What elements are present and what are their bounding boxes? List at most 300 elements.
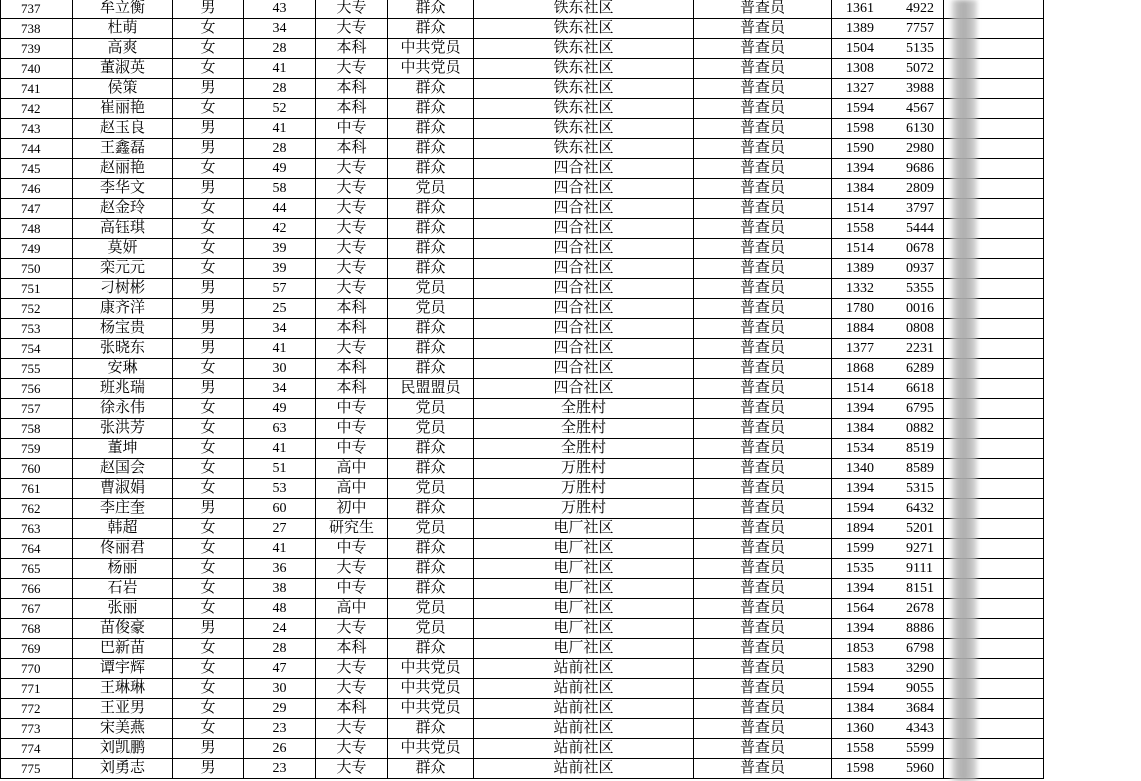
name-cell[interactable]: 赵国会	[73, 459, 173, 479]
name-cell[interactable]: 栾元元	[73, 259, 173, 279]
unit-cell[interactable]: 铁东社区	[474, 119, 694, 139]
role-cell[interactable]: 普查员	[694, 359, 832, 379]
education-cell[interactable]: 大专	[316, 259, 388, 279]
education-cell[interactable]: 本科	[316, 359, 388, 379]
age-cell[interactable]: 30	[244, 679, 316, 699]
education-cell[interactable]: 大专	[316, 0, 388, 19]
political-status-cell[interactable]: 党员	[388, 279, 474, 299]
role-cell[interactable]: 普查员	[694, 739, 832, 759]
unit-cell[interactable]: 铁东社区	[474, 39, 694, 59]
name-cell[interactable]: 高钰琪	[73, 219, 173, 239]
sex-cell[interactable]: 女	[173, 419, 244, 439]
political-status-cell[interactable]: 党员	[388, 419, 474, 439]
phone-cell[interactable]	[832, 459, 944, 479]
education-cell[interactable]: 大专	[316, 339, 388, 359]
name-cell[interactable]: 董坤	[73, 439, 173, 459]
role-cell[interactable]: 普查员	[694, 239, 832, 259]
unit-cell[interactable]: 四合社区	[474, 359, 694, 379]
name-cell[interactable]: 谭宇辉	[73, 659, 173, 679]
role-cell[interactable]: 普查员	[694, 619, 832, 639]
education-cell[interactable]: 大专	[316, 179, 388, 199]
education-cell[interactable]: 研究生	[316, 519, 388, 539]
unit-cell[interactable]: 四合社区	[474, 339, 694, 359]
name-cell[interactable]: 高爽	[73, 39, 173, 59]
sex-cell[interactable]: 男	[173, 79, 244, 99]
education-cell[interactable]: 本科	[316, 699, 388, 719]
name-cell[interactable]: 石岩	[73, 579, 173, 599]
row-number-cell[interactable]: 745	[1, 159, 73, 179]
age-cell[interactable]: 34	[244, 379, 316, 399]
role-cell[interactable]: 普查员	[694, 319, 832, 339]
phone-cell[interactable]	[832, 419, 944, 439]
unit-cell[interactable]: 四合社区	[474, 199, 694, 219]
education-cell[interactable]: 大专	[316, 619, 388, 639]
political-status-cell[interactable]: 群众	[388, 19, 474, 39]
row-number-cell[interactable]: 741	[1, 79, 73, 99]
unit-cell[interactable]: 四合社区	[474, 299, 694, 319]
name-cell[interactable]: 刘凯鹏	[73, 739, 173, 759]
name-cell[interactable]: 董淑英	[73, 59, 173, 79]
sex-cell[interactable]: 男	[173, 319, 244, 339]
political-status-cell[interactable]: 中共党员	[388, 739, 474, 759]
sex-cell[interactable]: 女	[173, 259, 244, 279]
name-cell[interactable]: 曹淑娟	[73, 479, 173, 499]
political-status-cell[interactable]: 党员	[388, 599, 474, 619]
role-cell[interactable]: 普查员	[694, 679, 832, 699]
phone-cell[interactable]	[832, 39, 944, 59]
political-status-cell[interactable]: 党员	[388, 299, 474, 319]
age-cell[interactable]: 39	[244, 259, 316, 279]
role-cell[interactable]: 普查员	[694, 379, 832, 399]
role-cell[interactable]: 普查员	[694, 419, 832, 439]
role-cell[interactable]: 普查员	[694, 279, 832, 299]
age-cell[interactable]: 47	[244, 659, 316, 679]
education-cell[interactable]: 大专	[316, 159, 388, 179]
political-status-cell[interactable]: 群众	[388, 339, 474, 359]
phone-cell[interactable]	[832, 759, 944, 779]
age-cell[interactable]: 34	[244, 319, 316, 339]
row-number-cell[interactable]: 771	[1, 679, 73, 699]
phone-cell[interactable]	[832, 699, 944, 719]
unit-cell[interactable]: 四合社区	[474, 239, 694, 259]
unit-cell[interactable]: 四合社区	[474, 259, 694, 279]
unit-cell[interactable]: 铁东社区	[474, 59, 694, 79]
unit-cell[interactable]: 四合社区	[474, 379, 694, 399]
political-status-cell[interactable]: 群众	[388, 219, 474, 239]
political-status-cell[interactable]: 中共党员	[388, 659, 474, 679]
phone-cell[interactable]	[832, 639, 944, 659]
phone-cell[interactable]	[832, 319, 944, 339]
unit-cell[interactable]: 电厂社区	[474, 639, 694, 659]
role-cell[interactable]: 普查员	[694, 459, 832, 479]
role-cell[interactable]: 普查员	[694, 79, 832, 99]
education-cell[interactable]: 本科	[316, 299, 388, 319]
role-cell[interactable]: 普查员	[694, 399, 832, 419]
education-cell[interactable]: 大专	[316, 279, 388, 299]
age-cell[interactable]: 30	[244, 359, 316, 379]
age-cell[interactable]: 53	[244, 479, 316, 499]
political-status-cell[interactable]: 党员	[388, 399, 474, 419]
education-cell[interactable]: 中专	[316, 539, 388, 559]
age-cell[interactable]: 41	[244, 59, 316, 79]
education-cell[interactable]: 高中	[316, 479, 388, 499]
education-cell[interactable]: 初中	[316, 499, 388, 519]
education-cell[interactable]: 大专	[316, 739, 388, 759]
education-cell[interactable]: 大专	[316, 59, 388, 79]
political-status-cell[interactable]: 群众	[388, 119, 474, 139]
row-number-cell[interactable]: 759	[1, 439, 73, 459]
age-cell[interactable]: 29	[244, 699, 316, 719]
row-number-cell[interactable]: 761	[1, 479, 73, 499]
sex-cell[interactable]: 女	[173, 39, 244, 59]
unit-cell[interactable]: 四合社区	[474, 179, 694, 199]
political-status-cell[interactable]: 群众	[388, 139, 474, 159]
unit-cell[interactable]: 站前社区	[474, 659, 694, 679]
unit-cell[interactable]: 四合社区	[474, 279, 694, 299]
sex-cell[interactable]: 女	[173, 59, 244, 79]
education-cell[interactable]: 大专	[316, 759, 388, 779]
political-status-cell[interactable]: 群众	[388, 319, 474, 339]
phone-cell[interactable]	[832, 619, 944, 639]
political-status-cell[interactable]: 群众	[388, 0, 474, 19]
role-cell[interactable]: 普查员	[694, 539, 832, 559]
age-cell[interactable]: 49	[244, 159, 316, 179]
name-cell[interactable]: 杜萌	[73, 19, 173, 39]
sex-cell[interactable]: 女	[173, 19, 244, 39]
name-cell[interactable]: 侯策	[73, 79, 173, 99]
phone-cell[interactable]	[832, 519, 944, 539]
sex-cell[interactable]: 女	[173, 559, 244, 579]
unit-cell[interactable]: 四合社区	[474, 159, 694, 179]
education-cell[interactable]: 大专	[316, 679, 388, 699]
education-cell[interactable]: 本科	[316, 39, 388, 59]
age-cell[interactable]: 38	[244, 579, 316, 599]
role-cell[interactable]: 普查员	[694, 159, 832, 179]
sex-cell[interactable]: 男	[173, 739, 244, 759]
row-number-cell[interactable]: 737	[1, 0, 73, 19]
education-cell[interactable]: 中专	[316, 579, 388, 599]
sex-cell[interactable]: 男	[173, 139, 244, 159]
sex-cell[interactable]: 男	[173, 499, 244, 519]
role-cell[interactable]: 普查员	[694, 659, 832, 679]
role-cell[interactable]: 普查员	[694, 119, 832, 139]
phone-cell[interactable]	[832, 139, 944, 159]
role-cell[interactable]: 普查员	[694, 439, 832, 459]
political-status-cell[interactable]: 中共党员	[388, 699, 474, 719]
political-status-cell[interactable]: 群众	[388, 439, 474, 459]
age-cell[interactable]: 44	[244, 199, 316, 219]
political-status-cell[interactable]: 群众	[388, 79, 474, 99]
political-status-cell[interactable]: 民盟盟员	[388, 379, 474, 399]
sex-cell[interactable]: 男	[173, 759, 244, 779]
age-cell[interactable]: 28	[244, 639, 316, 659]
role-cell[interactable]: 普查员	[694, 219, 832, 239]
sex-cell[interactable]: 女	[173, 519, 244, 539]
political-status-cell[interactable]: 群众	[388, 639, 474, 659]
sex-cell[interactable]: 男	[173, 299, 244, 319]
name-cell[interactable]: 赵金玲	[73, 199, 173, 219]
age-cell[interactable]: 51	[244, 459, 316, 479]
row-number-cell[interactable]: 746	[1, 179, 73, 199]
political-status-cell[interactable]: 群众	[388, 159, 474, 179]
age-cell[interactable]: 27	[244, 519, 316, 539]
political-status-cell[interactable]: 群众	[388, 499, 474, 519]
political-status-cell[interactable]: 群众	[388, 559, 474, 579]
sex-cell[interactable]: 女	[173, 219, 244, 239]
name-cell[interactable]: 宋美燕	[73, 719, 173, 739]
political-status-cell[interactable]: 群众	[388, 719, 474, 739]
unit-cell[interactable]: 万胜村	[474, 459, 694, 479]
political-status-cell[interactable]: 中共党员	[388, 59, 474, 79]
sex-cell[interactable]: 男	[173, 279, 244, 299]
name-cell[interactable]: 张晓东	[73, 339, 173, 359]
age-cell[interactable]: 36	[244, 559, 316, 579]
row-number-cell[interactable]: 760	[1, 459, 73, 479]
education-cell[interactable]: 中专	[316, 439, 388, 459]
phone-cell[interactable]	[832, 599, 944, 619]
row-number-cell[interactable]: 748	[1, 219, 73, 239]
sex-cell[interactable]: 女	[173, 99, 244, 119]
phone-cell[interactable]	[832, 659, 944, 679]
role-cell[interactable]: 普查员	[694, 19, 832, 39]
political-status-cell[interactable]: 党员	[388, 479, 474, 499]
age-cell[interactable]: 23	[244, 719, 316, 739]
name-cell[interactable]: 刁树彬	[73, 279, 173, 299]
unit-cell[interactable]: 铁东社区	[474, 139, 694, 159]
sex-cell[interactable]: 男	[173, 619, 244, 639]
name-cell[interactable]: 康齐洋	[73, 299, 173, 319]
unit-cell[interactable]: 铁东社区	[474, 19, 694, 39]
phone-cell[interactable]	[832, 79, 944, 99]
sex-cell[interactable]: 女	[173, 459, 244, 479]
name-cell[interactable]: 李华文	[73, 179, 173, 199]
political-status-cell[interactable]: 群众	[388, 199, 474, 219]
political-status-cell[interactable]: 党员	[388, 179, 474, 199]
unit-cell[interactable]: 铁东社区	[474, 79, 694, 99]
unit-cell[interactable]: 站前社区	[474, 739, 694, 759]
age-cell[interactable]: 63	[244, 419, 316, 439]
role-cell[interactable]: 普查员	[694, 99, 832, 119]
role-cell[interactable]: 普查员	[694, 699, 832, 719]
name-cell[interactable]: 韩超	[73, 519, 173, 539]
sex-cell[interactable]: 男	[173, 179, 244, 199]
education-cell[interactable]: 本科	[316, 639, 388, 659]
phone-cell[interactable]	[832, 119, 944, 139]
phone-cell[interactable]	[832, 679, 944, 699]
role-cell[interactable]: 普查员	[694, 0, 832, 19]
row-number-cell[interactable]: 740	[1, 59, 73, 79]
political-status-cell[interactable]: 党员	[388, 619, 474, 639]
unit-cell[interactable]: 站前社区	[474, 699, 694, 719]
age-cell[interactable]: 52	[244, 99, 316, 119]
row-number-cell[interactable]: 768	[1, 619, 73, 639]
role-cell[interactable]: 普查员	[694, 39, 832, 59]
sex-cell[interactable]: 男	[173, 379, 244, 399]
name-cell[interactable]: 崔丽艳	[73, 99, 173, 119]
row-number-cell[interactable]: 755	[1, 359, 73, 379]
role-cell[interactable]: 普查员	[694, 719, 832, 739]
role-cell[interactable]: 普查员	[694, 499, 832, 519]
political-status-cell[interactable]: 党员	[388, 519, 474, 539]
row-number-cell[interactable]: 766	[1, 579, 73, 599]
unit-cell[interactable]: 电厂社区	[474, 539, 694, 559]
name-cell[interactable]: 张丽	[73, 599, 173, 619]
political-status-cell[interactable]: 群众	[388, 359, 474, 379]
row-number-cell[interactable]: 743	[1, 119, 73, 139]
unit-cell[interactable]: 万胜村	[474, 479, 694, 499]
unit-cell[interactable]: 站前社区	[474, 759, 694, 779]
row-number-cell[interactable]: 765	[1, 559, 73, 579]
row-number-cell[interactable]: 753	[1, 319, 73, 339]
education-cell[interactable]: 本科	[316, 319, 388, 339]
age-cell[interactable]: 26	[244, 739, 316, 759]
age-cell[interactable]: 34	[244, 19, 316, 39]
name-cell[interactable]: 苗俊豪	[73, 619, 173, 639]
phone-cell[interactable]	[832, 239, 944, 259]
sex-cell[interactable]: 女	[173, 199, 244, 219]
age-cell[interactable]: 25	[244, 299, 316, 319]
name-cell[interactable]: 李庄奎	[73, 499, 173, 519]
row-number-cell[interactable]: 763	[1, 519, 73, 539]
row-number-cell[interactable]: 767	[1, 599, 73, 619]
role-cell[interactable]: 普查员	[694, 579, 832, 599]
row-number-cell[interactable]: 738	[1, 19, 73, 39]
role-cell[interactable]: 普查员	[694, 639, 832, 659]
unit-cell[interactable]: 电厂社区	[474, 619, 694, 639]
political-status-cell[interactable]: 群众	[388, 579, 474, 599]
name-cell[interactable]: 佟丽君	[73, 539, 173, 559]
sex-cell[interactable]: 女	[173, 719, 244, 739]
education-cell[interactable]: 中专	[316, 399, 388, 419]
sex-cell[interactable]: 女	[173, 579, 244, 599]
name-cell[interactable]: 赵丽艳	[73, 159, 173, 179]
unit-cell[interactable]: 站前社区	[474, 679, 694, 699]
row-number-cell[interactable]: 758	[1, 419, 73, 439]
sex-cell[interactable]: 女	[173, 399, 244, 419]
role-cell[interactable]: 普查员	[694, 339, 832, 359]
education-cell[interactable]: 中专	[316, 419, 388, 439]
education-cell[interactable]: 大专	[316, 19, 388, 39]
political-status-cell[interactable]: 群众	[388, 759, 474, 779]
row-number-cell[interactable]: 742	[1, 99, 73, 119]
row-number-cell[interactable]: 756	[1, 379, 73, 399]
role-cell[interactable]: 普查员	[694, 59, 832, 79]
education-cell[interactable]: 大专	[316, 219, 388, 239]
age-cell[interactable]: 41	[244, 539, 316, 559]
phone-cell[interactable]	[832, 19, 944, 39]
name-cell[interactable]: 张洪芳	[73, 419, 173, 439]
phone-cell[interactable]	[832, 739, 944, 759]
unit-cell[interactable]: 全胜村	[474, 419, 694, 439]
role-cell[interactable]: 普查员	[694, 559, 832, 579]
unit-cell[interactable]: 四合社区	[474, 319, 694, 339]
sex-cell[interactable]: 女	[173, 159, 244, 179]
phone-cell[interactable]	[832, 99, 944, 119]
sex-cell[interactable]: 女	[173, 679, 244, 699]
education-cell[interactable]: 大专	[316, 719, 388, 739]
education-cell[interactable]: 本科	[316, 139, 388, 159]
age-cell[interactable]: 28	[244, 39, 316, 59]
row-number-cell[interactable]: 744	[1, 139, 73, 159]
phone-cell[interactable]	[832, 379, 944, 399]
phone-cell[interactable]	[832, 0, 944, 19]
sex-cell[interactable]: 男	[173, 119, 244, 139]
phone-cell[interactable]	[832, 579, 944, 599]
role-cell[interactable]: 普查员	[694, 599, 832, 619]
sex-cell[interactable]: 女	[173, 479, 244, 499]
row-number-cell[interactable]: 750	[1, 259, 73, 279]
education-cell[interactable]: 本科	[316, 79, 388, 99]
unit-cell[interactable]: 电厂社区	[474, 599, 694, 619]
row-number-cell[interactable]: 769	[1, 639, 73, 659]
row-number-cell[interactable]: 757	[1, 399, 73, 419]
phone-cell[interactable]	[832, 559, 944, 579]
sex-cell[interactable]: 女	[173, 439, 244, 459]
row-number-cell[interactable]: 764	[1, 539, 73, 559]
role-cell[interactable]: 普查员	[694, 759, 832, 779]
phone-cell[interactable]	[832, 59, 944, 79]
row-number-cell[interactable]: 770	[1, 659, 73, 679]
unit-cell[interactable]: 电厂社区	[474, 519, 694, 539]
political-status-cell[interactable]: 群众	[388, 459, 474, 479]
political-status-cell[interactable]: 群众	[388, 99, 474, 119]
phone-cell[interactable]	[832, 479, 944, 499]
phone-cell[interactable]	[832, 539, 944, 559]
education-cell[interactable]: 中专	[316, 119, 388, 139]
sex-cell[interactable]: 男	[173, 0, 244, 19]
unit-cell[interactable]: 四合社区	[474, 219, 694, 239]
name-cell[interactable]: 王鑫磊	[73, 139, 173, 159]
row-number-cell[interactable]: 749	[1, 239, 73, 259]
role-cell[interactable]: 普查员	[694, 179, 832, 199]
political-status-cell[interactable]: 群众	[388, 539, 474, 559]
age-cell[interactable]: 41	[244, 119, 316, 139]
role-cell[interactable]: 普查员	[694, 299, 832, 319]
phone-cell[interactable]	[832, 399, 944, 419]
row-number-cell[interactable]: 762	[1, 499, 73, 519]
education-cell[interactable]: 大专	[316, 239, 388, 259]
phone-cell[interactable]	[832, 219, 944, 239]
name-cell[interactable]: 徐永伟	[73, 399, 173, 419]
role-cell[interactable]: 普查员	[694, 199, 832, 219]
phone-cell[interactable]	[832, 359, 944, 379]
role-cell[interactable]: 普查员	[694, 519, 832, 539]
unit-cell[interactable]: 电厂社区	[474, 579, 694, 599]
unit-cell[interactable]: 电厂社区	[474, 559, 694, 579]
row-number-cell[interactable]: 775	[1, 759, 73, 779]
age-cell[interactable]: 23	[244, 759, 316, 779]
unit-cell[interactable]: 站前社区	[474, 719, 694, 739]
age-cell[interactable]: 42	[244, 219, 316, 239]
education-cell[interactable]: 本科	[316, 379, 388, 399]
age-cell[interactable]: 49	[244, 399, 316, 419]
name-cell[interactable]: 刘勇志	[73, 759, 173, 779]
name-cell[interactable]: 安琳	[73, 359, 173, 379]
name-cell[interactable]: 巴新苗	[73, 639, 173, 659]
role-cell[interactable]: 普查员	[694, 479, 832, 499]
education-cell[interactable]: 本科	[316, 99, 388, 119]
name-cell[interactable]: 莫妍	[73, 239, 173, 259]
age-cell[interactable]: 58	[244, 179, 316, 199]
phone-cell[interactable]	[832, 299, 944, 319]
age-cell[interactable]: 41	[244, 339, 316, 359]
row-number-cell[interactable]: 772	[1, 699, 73, 719]
row-number-cell[interactable]: 747	[1, 199, 73, 219]
phone-cell[interactable]	[832, 339, 944, 359]
phone-cell[interactable]	[832, 259, 944, 279]
unit-cell[interactable]: 全胜村	[474, 399, 694, 419]
political-status-cell[interactable]: 群众	[388, 239, 474, 259]
